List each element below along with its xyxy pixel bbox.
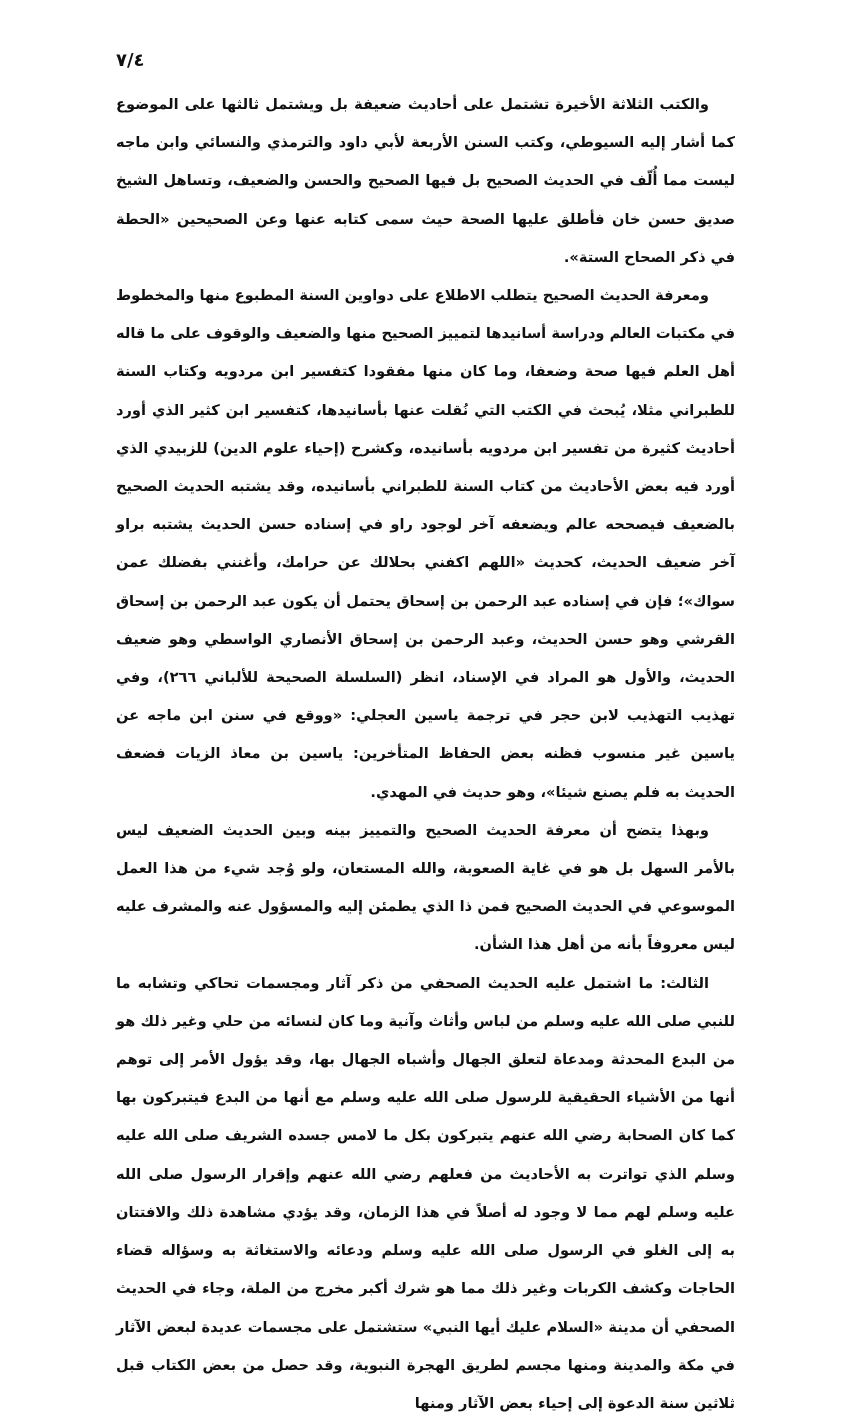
paragraph: ومعرفة الحديث الصحيح يتطلب الاطلاع على دواوين السنة المطبوع منها والمخطوط في مكتبات العالم ودراسة أسانيدها لتمييز الصحيح منها والضعيف والوقوف على ما قاله أهل العلم فيها صحة وضعفا، وما كان منها مفقودا كتفسير ابن مردويه وكتاب السنة للطبراني مثلا، يُبحث في الكتب التي نُقلت عنها بأسانيدها، كتفسير ابن كثير الذي أورد أحاديث كثيرة من تفسير ابن مردويه بأسانيده، وكشرح (إحياء علوم الدين) للزبيدي الذي أورد فيه بعض الأحاديث من كتاب السنة للطبراني بأسانيده، وقد يشتبه الحديث الصحيح بالضعيف فيصححه عالم ويضعفه آخر لوجود راو في إسناده حسن الحديث يشتبه براو آخر ضعيف الحديث، كحديث «اللهم اكفني بحلالك عن حرامك، وأغنني بفضلك عمن سواك»؛ فإن في إسناده عبد الرحمن بن إسحاق يحتمل أن يكون عبد الرحمن بن إسحاق القرشي وهو حسن الحديث، وعبد الرحمن بن إسحاق الأنصاري الواسطي وهو ضعيف الحديث، والأول هو المراد في الإسناد، انظر (السلسلة الصحيحة للألباني ٢٦٦)، وفي تهذيب التهذيب لابن حجر في ترجمة ياسين العجلي: «ووقع في سنن ابن ماجه عن ياسين غير منسوب فظنه بعض الحفاظ المتأخرين: ياسين بن معاذ الزيات فضعف الحديث به فلم يصنع شيئا»، وهو حديث في المهدي.	[116, 287, 735, 801]
paragraph: الثالث: ما اشتمل عليه الحديث الصحفي من ذكر آثار ومجسمات تحاكي وتشابه ما للنبي صلى الله عليه وسلم من لباس وأثاث وآنية وما كان لنسائه من حلي وغير ذلك هو من البدع المحدثة ومدعاة لتعلق الجهال وأشباه الجهال بها، وقد يؤول الأمر إلى توهم أنها من الأشياء الحقيقية للرسول صلى الله عليه وسلم مع أنها من البدع فيتبركون بها كما كان الصحابة رضي الله عنهم يتبركون بكل ما لامس جسده الشريف صلى الله عليه وسلم الذي تواترت به الأحاديث من فعلهم رضي الله عنهم وإقرار الرسول صلى الله عليه وسلم لهم مما لا وجود له أصلاً في هذا الزمان، وقد يؤدي مشاهدة ذلك والافتتان به إلى الغلو في الرسول صلى الله عليه وسلم ودعائه والاستغاثة به وسؤاله قضاء الحاجات وكشف الكربات وغير ذلك مما هو شرك أكبر مخرج من الملة، وجاء في الحديث الصحفي أن مدينة «السلام عليك أيها النبي» ستشتمل على مجسمات عديدة لبعض الآثار في مكة والمدينة ومنها مجسم لطريق الهجرة النبوية، وقد حصل من بعض الكتاب قبل ثلاثين سنة الدعوة إلى إحياء بعض الآثار ومنها	[116, 974, 735, 1412]
body-text	[116, 86, 735, 1423]
paragraph: والكتب الثلاثة الأخيرة تشتمل على أحاديث ضعيفة بل ويشتمل ثالثها على الموضوع كما أشار إليه السيوطي، وكتب السنن الأربعة لأبي داود والترمذي والنسائي وابن ماجه ليست مما أُلّف في الحديث الصحيح بل فيها الصحيح والحسن والضعيف، وتساهل الشيخ صديق حسن خان فأطلق عليها الصحة حيث سمى كتابه عنها وعن الصحيحين «الحطة في ذكر الصحاح الستة».	[116, 96, 735, 266]
page-number: ٧/٤	[116, 50, 145, 71]
paragraph: وبهذا يتضح أن معرفة الحديث الصحيح والتمييز بينه وبين الحديث الضعيف ليس بالأمر السهل بل هو في غاية الصعوبة، والله المستعان، ولو وُجد شيء من هذا العمل الموسوعي في الحديث الصحيح فمن ذا الذي يطمئن إليه والمسؤول عنه والمشرف عليه ليس معروفاً بأنه من أهل هذا الشأن.	[116, 821, 735, 954]
